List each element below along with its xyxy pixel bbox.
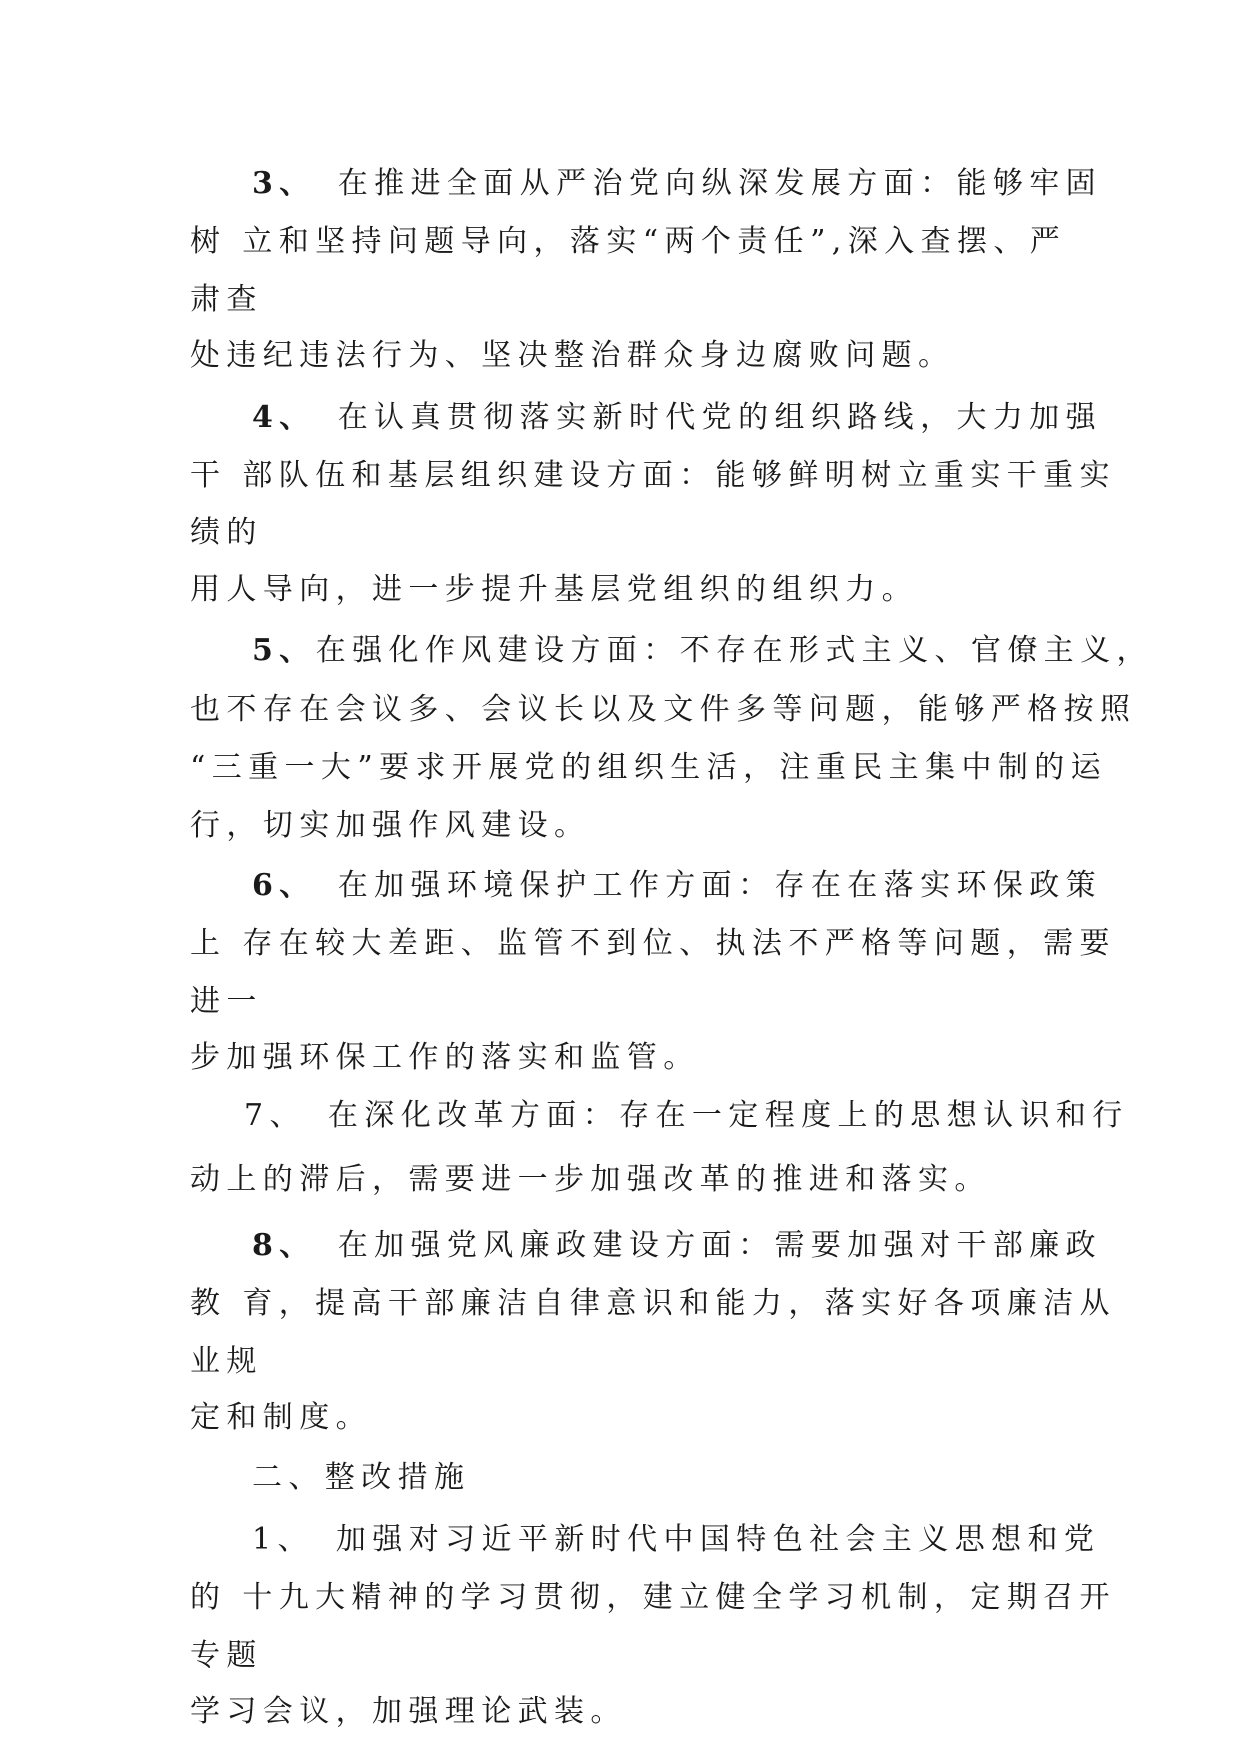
item-3-line-1: 3、 在推进全面从严治党向纵深发展方面：能够牢固: [252, 166, 1103, 201]
item-4-line-2: 干 部队伍和基层组织建设方面：能够鲜明树立重实干重实: [190, 458, 1116, 493]
measure-1-line-3: 专题: [190, 1638, 263, 1673]
item-8-line-1: 8、 在加强党风廉政建设方面：需要加强对干部廉政: [252, 1228, 1103, 1263]
item-number: 8、: [252, 1228, 316, 1263]
item-4-line-4: 用人导向，进一步提升基层党组织的组织力。: [190, 572, 918, 607]
item-number: 3、: [252, 166, 316, 201]
item-8-line-3: 业规: [190, 1344, 263, 1379]
section-heading: 二、整改措施: [252, 1460, 471, 1495]
item-5-line-4: 行，切实加强作风建设。: [190, 808, 591, 843]
item-5-line-3: “三重一大”要求开展党的组织生活，注重民主集中制的运: [190, 750, 1108, 785]
item-7-line-2: 动上的滞后，需要进一步加强改革的推进和落实。: [190, 1162, 991, 1197]
item-4-line-1: 4、 在认真贯彻落实新时代党的组织路线，大力加强: [252, 400, 1103, 435]
measure-1-line-4: 学习会议，加强理论武装。: [190, 1694, 627, 1729]
item-3-line-3: 肃查: [190, 282, 263, 317]
item-7-line-1: 7、 在深化改革方面：存在一定程度上的思想认识和行: [244, 1098, 1129, 1133]
item-3-line-2: 树 立和坚持问题导向，落实“两个责任”,深入查摆、严: [190, 224, 1067, 259]
item-number: 1、: [252, 1522, 314, 1557]
item-8-line-4: 定和制度。: [190, 1400, 372, 1435]
item-8-line-2: 教 育，提高干部廉洁自律意识和能力，落实好各项廉洁从: [190, 1286, 1116, 1321]
item-5-line-1: 5、在强化作风建设方面：不存在形式主义、官僚主义，: [252, 633, 1153, 668]
item-number: 5、: [252, 633, 316, 668]
item-6-line-3: 进一: [190, 984, 263, 1019]
item-6-line-1: 6、 在加强环境保护工作方面：存在在落实环保政策: [252, 868, 1103, 903]
measure-1-line-2: 的 十九大精神的学习贯彻，建立健全学习机制，定期召开: [190, 1580, 1116, 1615]
item-3-line-4: 处违纪违法行为、坚决整治群众身边腐败问题。: [190, 338, 955, 373]
item-6-line-4: 步加强环保工作的落实和监管。: [190, 1040, 700, 1075]
measure-1-line-1: 1、 加强对习近平新时代中国特色社会主义思想和党: [252, 1522, 1101, 1557]
item-number: 7、: [244, 1098, 306, 1133]
item-number: 6、: [252, 868, 316, 903]
item-5-line-2: 也不存在会议多、会议长以及文件多等问题，能够严格按照: [190, 692, 1137, 727]
item-4-line-3: 绩的: [190, 515, 263, 550]
item-6-line-2: 上 存在较大差距、监管不到位、执法不严格等问题，需要: [190, 926, 1116, 961]
item-number: 4、: [252, 400, 316, 435]
